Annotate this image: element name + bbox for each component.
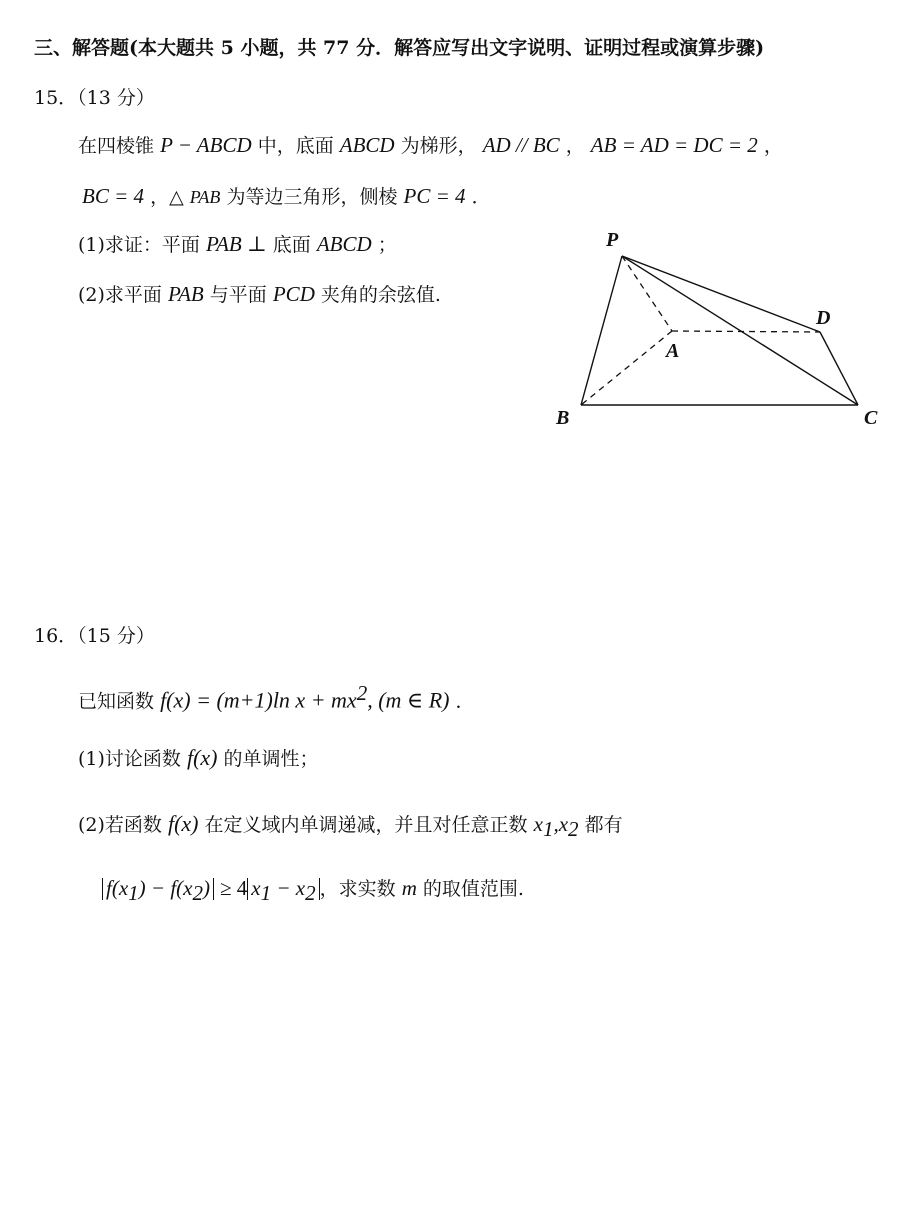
edge-pb — [581, 256, 622, 405]
q16-part1 — [78, 746, 319, 771]
q15-math: PAB ⊥ — [205, 232, 267, 256]
q15-text: 与平面 — [209, 284, 267, 306]
q16-text: 都有 — [584, 814, 623, 836]
q16-text: 的单调性； — [223, 748, 319, 770]
q16-exponent: 2 — [356, 681, 368, 705]
q15-number: 15．（13 分） — [34, 87, 155, 109]
q16-subscript: 2 — [192, 880, 203, 905]
q16-inequality — [102, 876, 524, 905]
abs-right — [247, 876, 319, 905]
label-d: D — [816, 307, 831, 329]
q15-part2 — [78, 282, 441, 307]
q15-text: 为等边三角形，侧棱 — [226, 186, 398, 208]
q16-math: x — [533, 812, 543, 836]
q16-math: f(x) — [167, 811, 199, 836]
q15-text: ； — [377, 234, 397, 256]
label-c: C — [864, 407, 878, 429]
label-a: A — [666, 340, 680, 362]
q16-math: , — [553, 812, 559, 836]
q15-text: 在四棱锥 — [78, 135, 155, 157]
q16-number: 16．（15 分） — [34, 625, 155, 647]
q16-math: ) — [202, 876, 210, 900]
q16-text: 在定义域内单调递减，并且对任意正数 — [204, 814, 528, 836]
q16-subscript: 1 — [260, 880, 272, 905]
q15-text: (1)求证：平面 — [78, 234, 200, 256]
q16-text: (2)若函数 — [78, 814, 162, 836]
q16-stem — [78, 681, 475, 713]
q16-subscript: 2 — [568, 816, 579, 841]
q15-math: PAB — [167, 282, 204, 306]
q16-math: ≥ 4 — [220, 876, 248, 900]
q15-text: ，△ — [150, 186, 184, 208]
q16-subscript: 1 — [542, 816, 554, 841]
q16-math: ) − f(x — [138, 876, 193, 900]
edge-ab-hidden — [581, 331, 672, 405]
label-p: P — [606, 229, 619, 251]
q16-part2 — [78, 812, 623, 841]
edge-cd — [820, 332, 858, 405]
q15-stem-line1 — [78, 133, 783, 158]
q15-part1 — [78, 232, 397, 257]
q16-math: f(x — [106, 876, 129, 900]
q15-math: AD // BC — [482, 133, 560, 157]
q15-text: 为梯形， — [400, 135, 477, 157]
q16-text: 的取值范围. — [422, 878, 524, 900]
q15-text: ， — [565, 135, 585, 157]
q15-math: PCD — [272, 282, 315, 306]
q15-math: ABCD — [339, 133, 395, 157]
q16-math: m — [401, 876, 417, 900]
q15-text: (2)求平面 — [78, 284, 162, 306]
q16-math: , (m ∈ R) — [367, 687, 450, 713]
q16-math: x — [558, 812, 569, 836]
q16-math: f(x) = (m+1)ln x + mx — [160, 687, 357, 713]
q16-math: − x — [271, 876, 306, 900]
q16-subscript: 1 — [128, 880, 139, 905]
q16-subscript: 2 — [305, 880, 316, 905]
q16-text: 已知函数 — [78, 690, 155, 713]
edge-pa-hidden — [622, 256, 672, 331]
q15-math: AB = AD = DC = 2 — [590, 133, 758, 157]
q16-text: ，求实数 — [319, 878, 396, 900]
q15-text: ， — [763, 135, 783, 157]
edge-ad-hidden — [672, 331, 820, 332]
q15-text: 底面 — [272, 234, 311, 256]
pyramid-figure — [550, 225, 890, 435]
edge-pd — [622, 256, 820, 332]
q15-math: PAB — [189, 187, 221, 207]
q15-math: ABCD — [316, 232, 372, 256]
q15-math: BC = 4 — [82, 184, 145, 208]
section-heading: 三、解答题(本大题共 5 小题，共 77 分．解答应写出文字说明、证明过程或演算步骤) — [34, 37, 765, 59]
q15-math: PC = 4 — [403, 184, 466, 208]
q15-stem-line2 — [82, 184, 491, 209]
q16-text: (1)讨论函数 — [78, 748, 181, 770]
q16-math: f(x) — [186, 745, 218, 770]
q15-text: 中，底面 — [257, 135, 334, 157]
label-b: B — [556, 407, 570, 429]
q16-math: x — [251, 876, 261, 900]
q15-text: ． — [471, 186, 491, 208]
edge-pc — [622, 256, 858, 405]
q15-text: 夹角的余弦值. — [320, 284, 441, 306]
abs-left — [102, 876, 214, 905]
q15-math: P − ABCD — [160, 133, 252, 157]
q16-text: ． — [455, 690, 475, 713]
